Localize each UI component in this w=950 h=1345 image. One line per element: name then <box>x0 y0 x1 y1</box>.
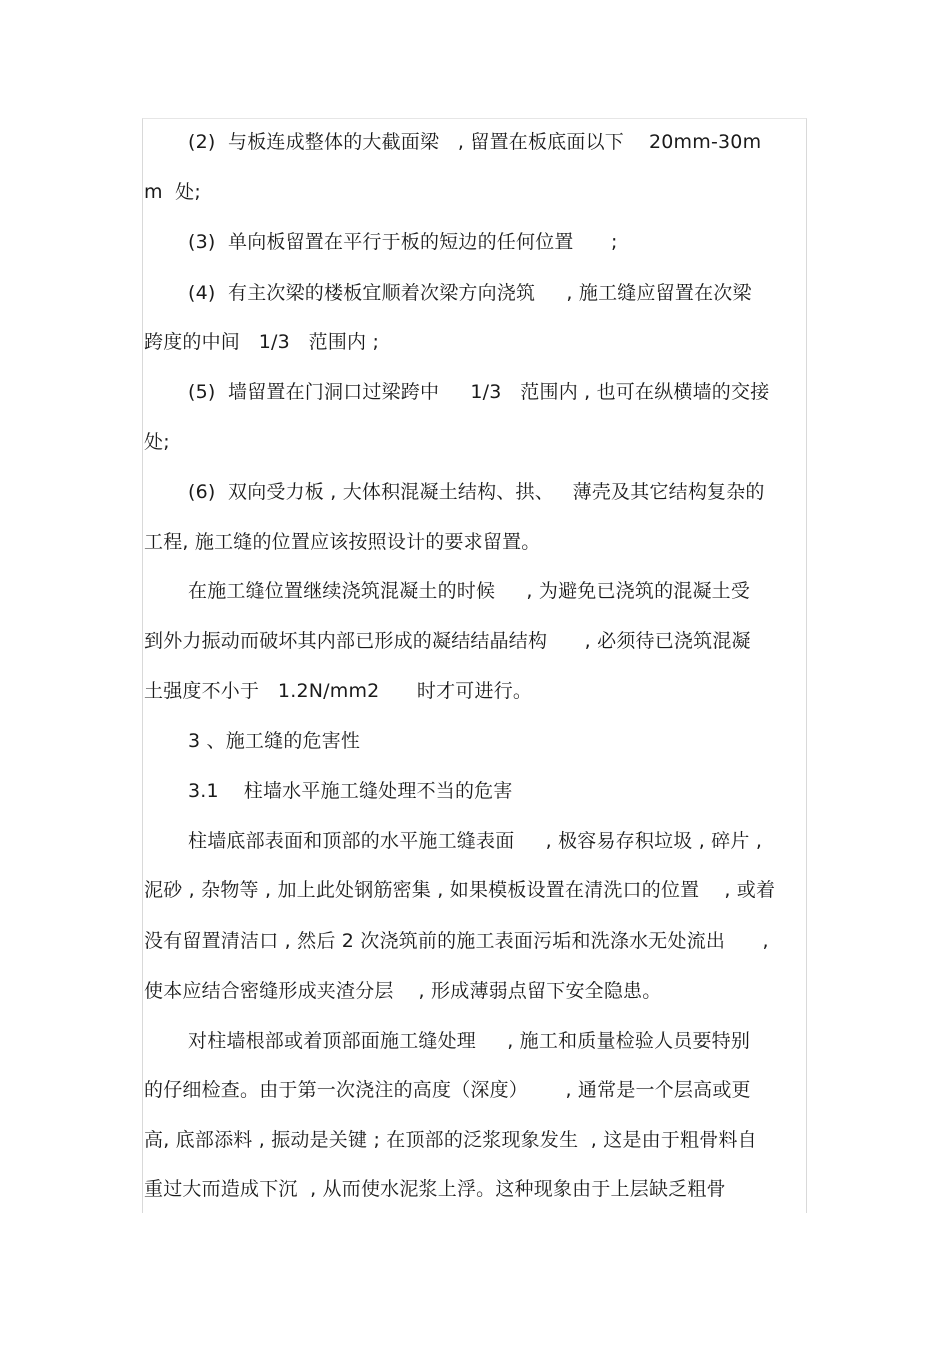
text-line: 重过大而造成下沉 , 从而使水泥浆上浮。这种现象由于上层缺乏粗骨 <box>144 1178 726 1200</box>
text-line: 高, 底部添料 , 振动是关键 ; 在顶部的泛浆现象发生 , 这是由于粗骨料自 <box>144 1129 757 1151</box>
text-line: (4) 有主次梁的楼板宜顺着次梁方向浇筑 , 施工缝应留置在次梁 <box>188 282 752 304</box>
text-line: 柱墙底部表面和顶部的水平施工缝表面 , 极容易存积垃圾 , 碎片 , <box>188 830 763 852</box>
text-line: (5) 墙留置在门洞口过梁跨中 1/3 范围内 , 也可在纵横墙的交接 <box>188 381 770 403</box>
text-line: 泥砂 , 杂物等 , 加上此处钢筋密集 , 如果模板设置在清洗口的位置 , 或着 <box>144 879 776 901</box>
text-line: m 处; <box>144 181 201 203</box>
text-line: 的仔细检查。由于第一次浇注的高度（深度） , 通常是一个层高或更 <box>144 1079 751 1101</box>
subsection-heading: 3.1 柱墙水平施工缝处理不当的危害 <box>188 780 513 802</box>
text-line: 在施工缝位置继续浇筑混凝土的时候 , 为避免已浇筑的混凝土受 <box>188 580 751 602</box>
text-line: (3) 单向板留置在平行于板的短边的任何位置 ; <box>188 231 618 253</box>
text-line: 处; <box>144 431 170 453</box>
text-line: 使本应结合密缝形成夹渣分层 , 形成薄弱点留下安全隐患。 <box>144 980 662 1002</box>
text-line: 工程, 施工缝的位置应该按照设计的要求留置。 <box>144 531 541 553</box>
text-line: 跨度的中间 1/3 范围内 ; <box>144 331 380 353</box>
text-line: (2) 与板连成整体的大截面梁 , 留置在板底面以下 20mm-30m <box>188 131 762 153</box>
section-heading: 3 、施工缝的危害性 <box>188 730 361 752</box>
text-line: 对柱墙根部或着顶部面施工缝处理 , 施工和质量检验人员要特别 <box>188 1030 751 1052</box>
text-line: 土强度不小于 1.2N/mm2 时才可进行。 <box>144 680 533 702</box>
text-line: (6) 双向受力板 , 大体积混凝土结构、拱、 薄壳及其它结构复杂的 <box>188 481 765 503</box>
text-line: 没有留置清洁口 , 然后 2 次浇筑前的施工表面污垢和洗涤水无处流出 , <box>144 930 769 952</box>
text-line: 到外力振动而破坏其内部已形成的凝结结晶结构 , 必须待已浇筑混凝 <box>144 630 751 652</box>
